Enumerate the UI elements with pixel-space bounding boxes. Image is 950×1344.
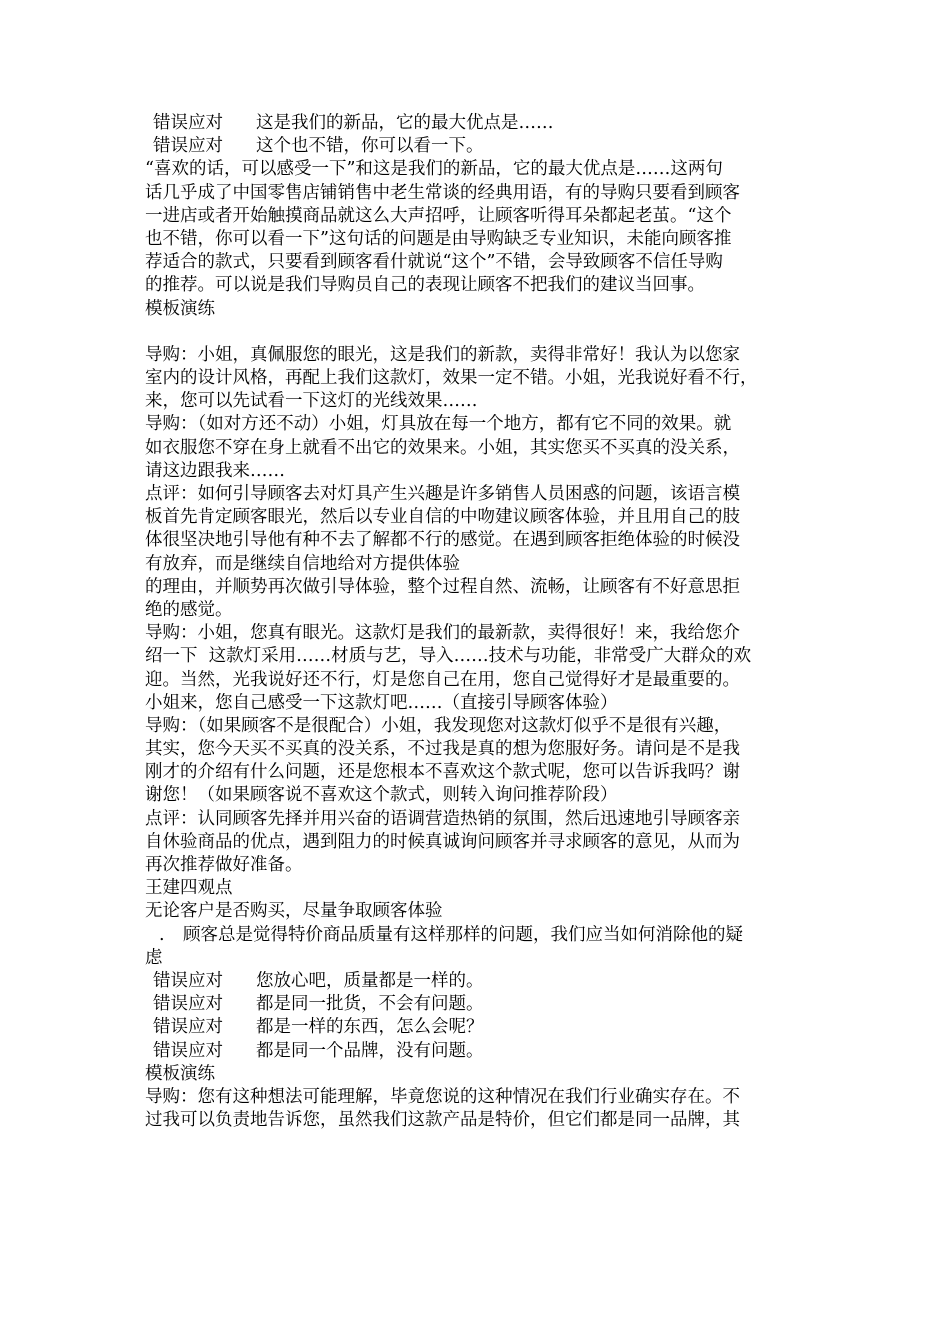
error-response-line: [145, 112, 805, 135]
body-text-line: 自休验商品的优点，遇到阻力的时候真诚询问顾客并寻求顾客的意见，从而为: [145, 831, 740, 852]
body-text-line: 迎。当然，光我说好还不行，灯是您自己在用，您自己觉得好才是最重要的。: [145, 669, 740, 690]
body-text-line: 荐适合的款式，只要看到顾客看什就说“这个”不错，会导致顾客不信任导购: [145, 252, 723, 273]
error-response-line: [145, 993, 805, 1016]
body-text-line: 导购：您有这种想法可能理解，毕竟您说的这种情况在我们行业确实存在。不: [145, 1086, 740, 1107]
body-text-line: 的理由，并顺势再次做引导体验，整个过程自然、流畅，让顾客有不好意思拒: [145, 576, 740, 597]
body-text-line: 导购：小姐，您真有眼光。这款灯是我们的最新款，卖得很好！来，我给您介: [145, 623, 740, 644]
body-text-line: 来，您可以先试看一下这灯的光线效果……: [145, 391, 478, 412]
section-heading: 王建四观点: [145, 878, 233, 899]
error-response-line: [145, 1016, 805, 1039]
body-text-line: 也不错，你可以看一下”这句话的问题是由导购缺乏专业知识，未能向顾客推: [145, 228, 732, 249]
error-response-label: 错误应对: [153, 970, 223, 991]
error-response-text: 都是同一批货，不会有问题。: [256, 994, 484, 1015]
document-page: [145, 112, 805, 1132]
body-text-line: 绝的感觉。: [145, 599, 233, 620]
error-response-label: 错误应对: [153, 113, 223, 133]
error-response-text: 这是我们的新品，它的最大优点是……: [256, 113, 554, 133]
body-text-line: 再次推荐做好准备。: [145, 855, 303, 875]
body-text-line: 如衣服您不穿在身上就看不出它的效果来。小姐，其实您买不买真的没关系，: [145, 437, 740, 458]
body-text-line: 无论客户是否购买，尽量争取顾客体验: [145, 901, 443, 922]
body-text-line: 小姐来，您自己感受一下这款灯吧……（直接引导顾客体验）: [145, 692, 618, 713]
question-text: 顾客总是觉得特价商品质量有这样那样的问题，我们应当如何消除他的疑: [183, 924, 743, 945]
error-response-line: [145, 970, 805, 993]
error-response-text: 您放心吧，质量都是一样的。: [256, 970, 484, 991]
error-response-text: 这个也不错，你可以看一下。: [256, 136, 484, 157]
body-text-line: “喜欢的话，可以感受一下”和这是我们的新品，它的最大优点是……这两句: [145, 159, 723, 180]
error-response-label: 错误应对: [153, 136, 223, 157]
error-response-label: 错误应对: [153, 1040, 223, 1061]
error-response-text: 都是同一个品牌，没有问题。: [256, 1040, 484, 1061]
question-line: [145, 924, 805, 947]
body-text-line: 谢您！（如果顾客说不喜欢这个款式，则转入询问推荐阶段）: [145, 785, 618, 806]
body-text-line: 室内的设计风格，再配上我们这款灯，效果一定不错。小姐，光我说好看不行，: [145, 368, 758, 389]
body-text-line: 其实，您今天买不买真的没关系，不过我是真的想为您服好务。请问是不是我: [145, 739, 740, 760]
body-text-line: 点评：认同顾客先择并用兴奋的语调营造热销的氛围，然后迅速地引导顾客亲: [145, 808, 740, 829]
body-text-line: 点评：如何引导顾客去对灯具产生兴趣是许多销售人员困惑的问题，该语言模: [145, 484, 740, 504]
body-text-line: 话几乎成了中国零售店铺销售中老生常谈的经典用语，有的导购只要看到顾客: [145, 182, 740, 203]
body-text-line: 板首先肯定顾客眼光，然后以专业自信的中吻建议顾客体验，并且用自己的肢: [145, 507, 740, 528]
body-text-line: 导购：（如对方还不动）小姐，灯具放在每一个地方，都有它不同的效果。就: [145, 414, 732, 435]
error-response-label: 错误应对: [153, 994, 223, 1015]
body-text-line: 虑: [145, 947, 163, 968]
error-response-text: 都是一样的东西，怎么会呢？: [256, 1017, 484, 1038]
section-heading: 模板演练: [145, 1063, 215, 1084]
body-text-line: 导购：（如果顾客不是很配合）小姐，我发现您对这款灯似乎不是很有兴趣，: [145, 715, 732, 736]
blank-line: [145, 321, 805, 344]
error-response-line: [145, 1040, 805, 1063]
error-response-label: 错误应对: [153, 1017, 223, 1038]
bullet-dot: .: [159, 924, 165, 945]
body-text-line: 刚才的介绍有什么问题，还是您根本不喜欢这个款式呢，您可以告诉我吗？谢: [145, 762, 740, 783]
body-text-line: 一进店或者开始触摸商品就这么大声招呼，让顾客听得耳朵都起老茧。“这个: [145, 205, 732, 226]
body-text-line: 有放弃，而是继续自信地给对方提供体验: [145, 553, 460, 574]
body-text-line: 体很坚决地引导他有种不去了解都不行的感觉。在遇到顾客拒绝体验的时候没: [145, 530, 740, 551]
error-response-line: [145, 135, 805, 158]
section-heading: 模板演练: [145, 298, 215, 319]
body-text-line: 绍一下 这款灯采用……材质与艺，导入……技术与功能，非常受广大群众的欢: [145, 646, 752, 667]
body-text-line: 请这边跟我来……: [145, 460, 285, 481]
body-text-line: 的推荐。可以说是我们导购员自己的表现让顾客不把我们的建议当回事。: [145, 275, 705, 296]
body-text-line: 导购：小姐，真佩服您的眼光，这是我们的新款，卖得非常好！我认为以您家: [145, 344, 740, 365]
body-text-line: 过我可以负责地告诉您，虽然我们这款产品是特价，但它们都是同一品牌，其: [145, 1110, 740, 1131]
